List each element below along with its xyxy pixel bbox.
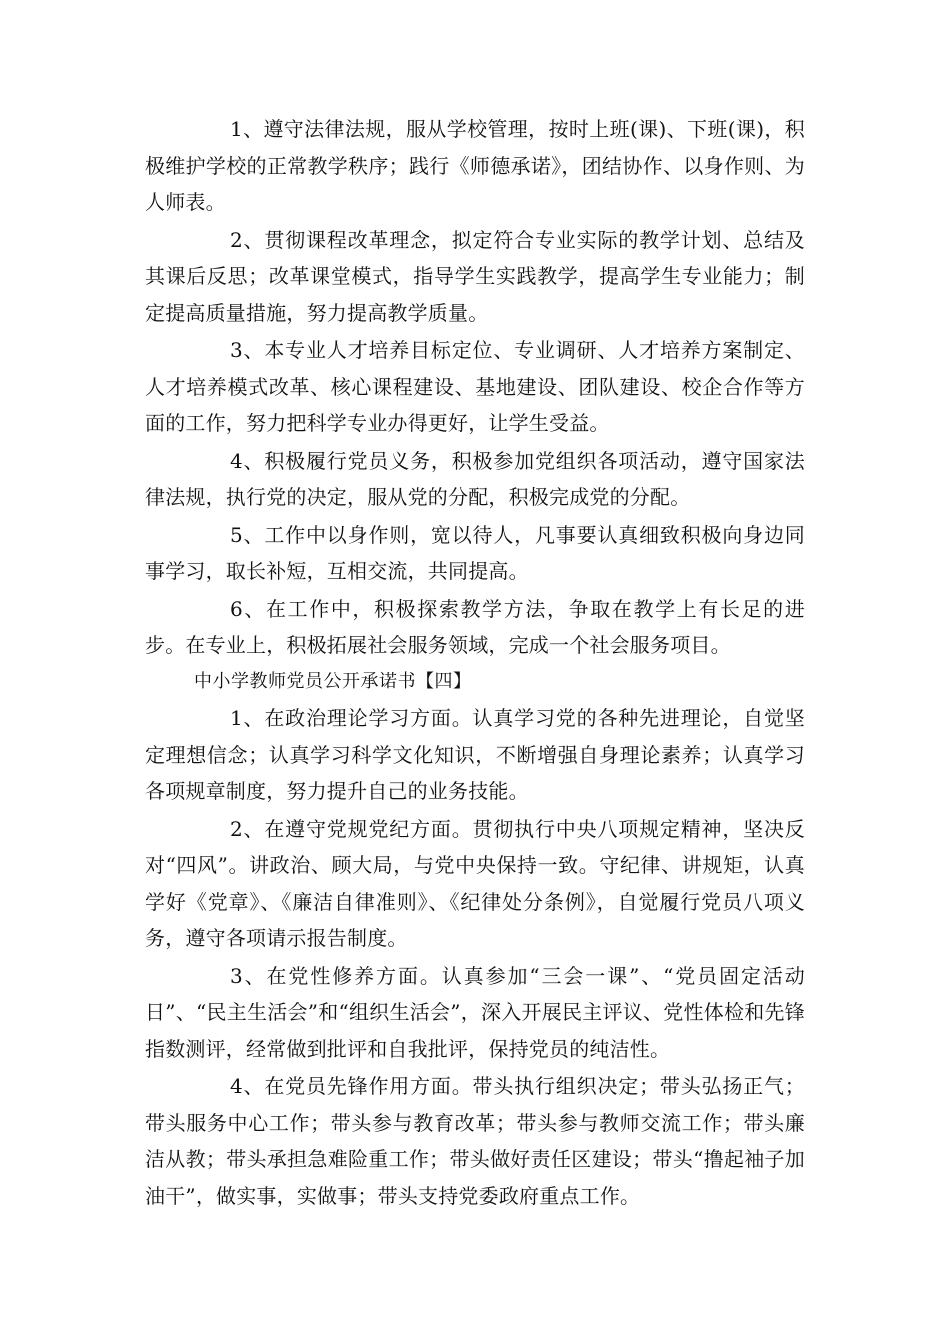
commitment-item-3: 3、本专业人才培养目标定位、专业调研、人才培养方案制定、人才培养模式改革、核心课程建设、基地建设、团队建设、校企合作等方面的工作，努力把科学专业办得更好，让学生受益。: [145, 338, 805, 435]
section-heading: 中小学教师党员公开承诺书【四】: [194, 670, 472, 692]
section-four-item-4: 4、在党员先锋作用方面。带头执行组织决定；带头弘扬正气；带头服务中心工作；带头参与教育改革；带头参与教师交流工作；带头廉洁从教；带头承担急难险重工作；带头做好责任区建设；带头“撸起袖子加油干”，做实事，实做事；带头支持党委政府重点工作。: [145, 1074, 805, 1208]
commitment-item-5: 5、工作中以身作则，宽以待人，凡事要认真细致积极向身边同事学习，取长补短，互相交流，共同提高。: [145, 522, 805, 583]
section-four-item-1: 1、在政治理论学习方面。认真学习党的各种先进理论，自觉坚定理想信念；认真学习科学文化知识，不断增强自身理论素养；认真学习各项规章制度，努力提升自己的业务技能。: [145, 706, 805, 803]
section-four-item-3: 3、在党性修养方面。认真参加“三会一课”、“党员固定活动日”、“民主生活会”和“组织生活会”，深入开展民主评议、党性体检和先锋指数测评，经常做到批评和自我批评，保持党员的纯洁性。: [145, 963, 805, 1061]
section-four-item-2: 2、在遵守党规党纪方面。贯彻执行中央八项规定精神，坚决反对“四风”。讲政治、顾大局，与党中央保持一致。守纪律、讲规矩，认真学好《党章》、《廉洁自律准则》、《纪律处分条例》，自觉履行党员八项义务，遵守各项请示报告制度。: [145, 816, 805, 950]
document-body: [145, 111, 805, 1214]
commitment-item-6: 6、在工作中，积极探索教学方法，争取在教学上有长足的进步。在专业上，积极拓展社会服务领域，完成一个社会服务项目。: [145, 596, 805, 657]
commitment-item-2: 2、贯彻课程改革理念，拟定符合专业实际的教学计划、总结及其课后反思；改革课堂模式，指导学生实践教学，提高学生专业能力；制定提高质量措施，努力提高教学质量。: [145, 227, 805, 325]
commitment-item-4: 4、积极履行党员义务，积极参加党组织各项活动，遵守国家法律法规，执行党的决定，服从党的分配，积极完成党的分配。: [145, 448, 805, 509]
commitment-item-1: 1、遵守法律法规，服从学校管理，按时上班(课)、下班(课)，积极维护学校的正常教学秩序；践行《师德承诺》，团结协作、以身作则、为人师表。: [145, 117, 805, 214]
